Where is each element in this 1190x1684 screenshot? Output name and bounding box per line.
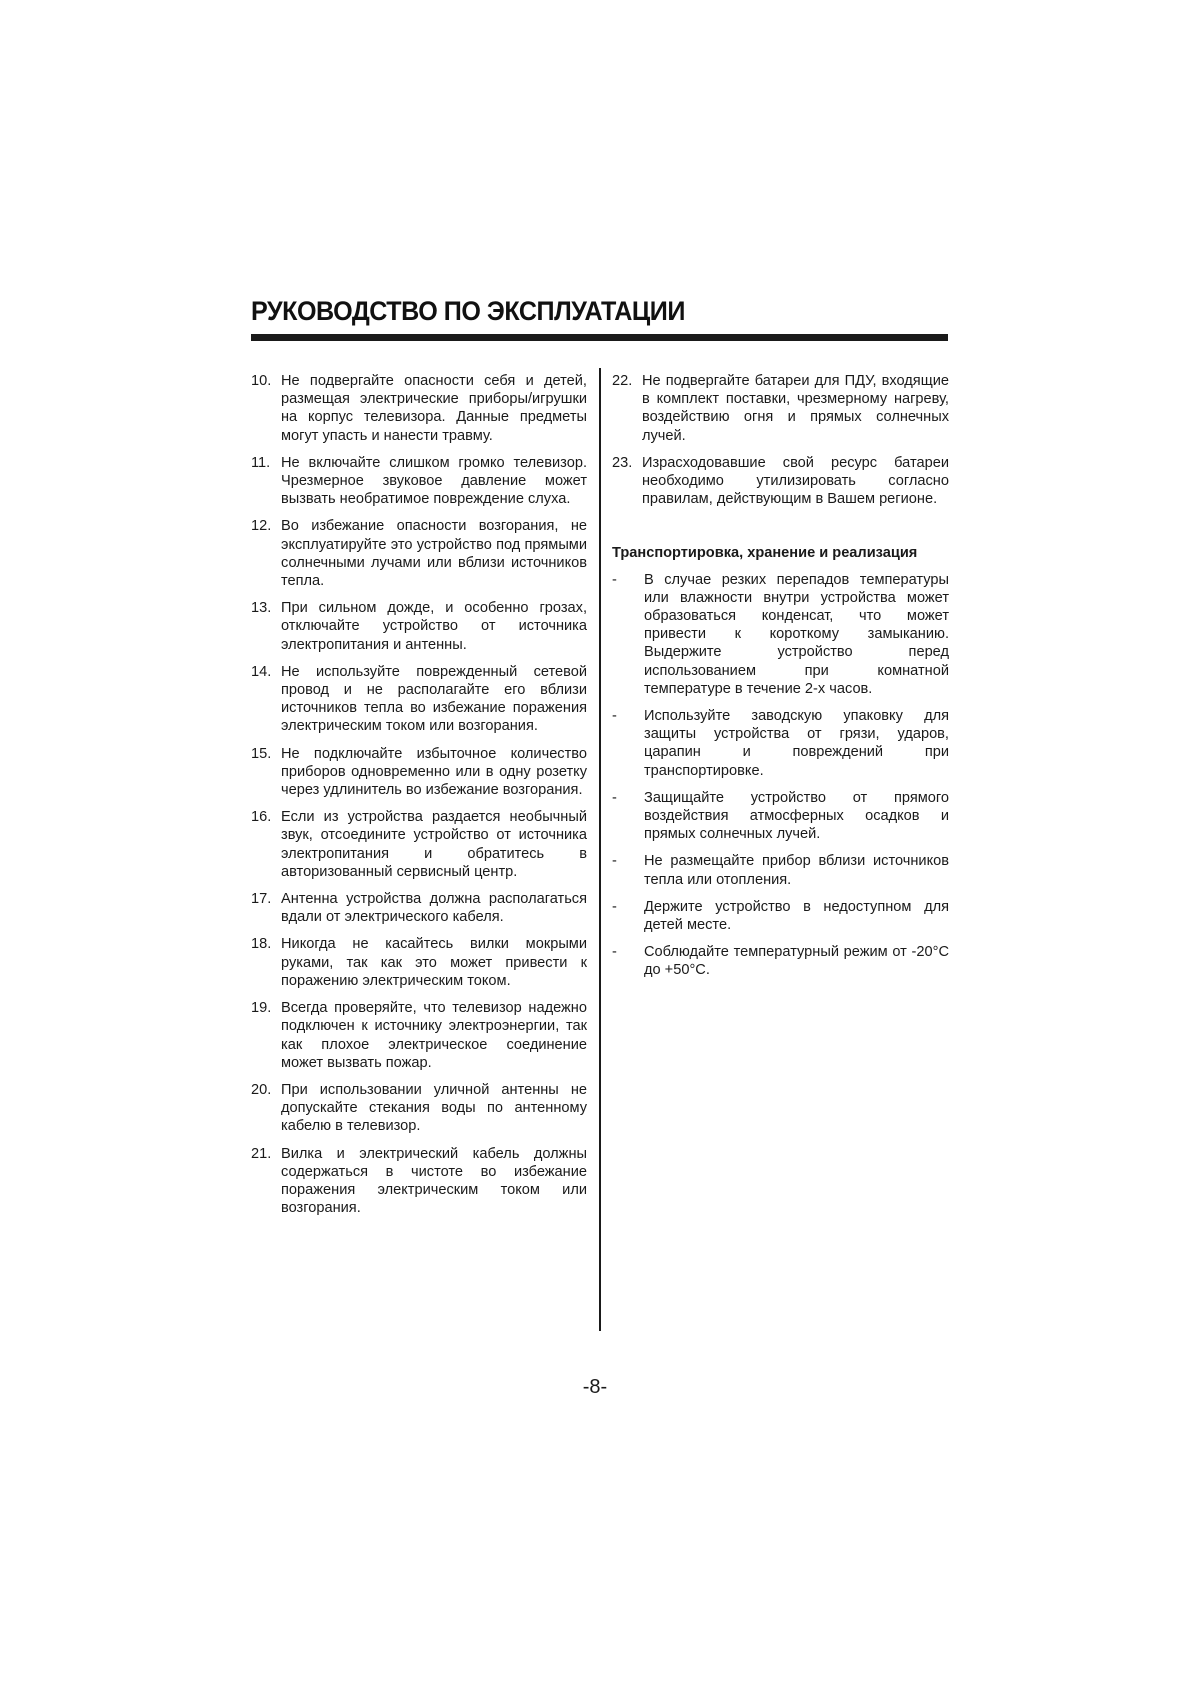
item-text: Не подвергайте батареи для ПДУ, входящие в комплект поставки, чрезмерному нагреву, воздействию огня и прямых солнечных лучей. <box>642 373 949 444</box>
list-item <box>251 999 587 1072</box>
item-number: 13. <box>251 600 272 617</box>
dash-marker: - <box>612 789 617 806</box>
safety-list-right <box>612 372 949 508</box>
item-text: Соблюдайте температурный режим от -20°С до +50°С. <box>644 944 949 979</box>
item-text: Антенна устройства должна располагаться вдали от электрического кабеля. <box>281 891 587 926</box>
right-column <box>612 372 949 989</box>
item-text: Не подключайте избыточное количество приборов одновременно или в одну розетку через удлинитель во избежание возгорания. <box>281 745 587 799</box>
dash-marker: - <box>612 708 617 725</box>
transport-heading: Транспортировка, хранение и реализация <box>612 545 918 562</box>
item-text: В случае резких перепадов температуры или влажности внутри устройства может образоваться конденсат, что может привести к короткому замыканию. Выдержите устройство перед использованием при комнатной температуре в течение 2-х часов. <box>644 571 949 697</box>
item-text: Никогда не касайтесь вилки мокрыми руками, так как это может привести к поражению электрическим током. <box>281 936 587 989</box>
list-item <box>612 707 949 780</box>
dash-marker: - <box>612 571 617 588</box>
item-text: При сильном дожде, и особенно грозах, отключайте устройство от источника электропитания и антенны. <box>281 600 587 653</box>
item-number: 17. <box>251 891 272 908</box>
item-text: Не используйте поврежденный сетевой провод и не располагайте его вблизи источников тепла во избежание поражения электрическим током или возгорания. <box>281 663 587 735</box>
list-item <box>612 852 949 888</box>
item-number: 15. <box>251 745 272 762</box>
list-item <box>251 1081 587 1136</box>
list-item <box>251 599 587 654</box>
item-number: 14. <box>251 663 272 680</box>
item-number: 19. <box>251 1000 272 1017</box>
dash-marker: - <box>612 898 617 915</box>
item-number: 11. <box>251 454 271 471</box>
item-text: Если из устройства раздается необычный звук, отсоедините устройство от источника электропитания и обратитесь в авторизованный сервисный центр. <box>281 809 587 880</box>
list-item <box>251 1145 587 1218</box>
item-number: 12. <box>251 518 272 535</box>
item-text: Во избежание опасности возгорания, не эксплуатируйте это устройство под прямыми солнечными лучами или вблизи источников тепла. <box>281 518 587 590</box>
item-number: 21. <box>251 1145 272 1162</box>
item-text: Защищайте устройство от прямого воздействия атмосферных осадков и прямых солнечных лучей. <box>644 789 949 843</box>
item-number: 23. <box>612 454 633 471</box>
list-item <box>612 898 949 934</box>
list-item <box>612 943 949 979</box>
page-title: РУКОВОДСТВО ПО ЭКСПЛУАТАЦИИ <box>251 296 685 326</box>
item-text: Не размещайте прибор вблизи источников тепла или отопления. <box>644 853 949 888</box>
list-item <box>251 808 587 881</box>
item-text: При использовании уличной антенны не допускайте стекания воды по антенному кабелю в телевизор. <box>281 1081 587 1135</box>
list-item <box>251 454 587 509</box>
dash-marker: - <box>612 853 617 870</box>
list-item <box>251 517 587 590</box>
left-column <box>251 372 587 1226</box>
item-number: 20. <box>251 1081 272 1098</box>
list-item <box>251 890 587 926</box>
item-text: Всегда проверяйте, что телевизор надежно подключен к источнику электроэнергии, так как плохое электрическое соединение может вызвать пожар. <box>281 1000 587 1071</box>
list-item <box>251 663 587 736</box>
list-item <box>612 454 949 509</box>
transport-list <box>612 571 949 980</box>
item-number: 16. <box>251 809 272 826</box>
item-text: Израсходовавшие свой ресурс батареи необходимо утилизировать согласно правилам, действующим в Вашем регионе. <box>642 454 949 508</box>
list-item <box>612 372 949 445</box>
page-number: -8- <box>582 1376 608 1398</box>
list-item <box>612 571 949 698</box>
item-number: 18. <box>251 936 272 953</box>
item-text: Держите устройство в недоступном для детей месте. <box>644 898 949 934</box>
list-item <box>251 935 587 990</box>
column-divider <box>599 368 601 1331</box>
list-item <box>251 372 587 445</box>
item-number: 10. <box>251 373 272 389</box>
item-text: Не подвергайте опасности себя и детей, размещая электрические приборы/игрушки на корпус телевизора. Данные предметы могут упасть и нанести травму. <box>281 373 587 444</box>
item-text: Вилка и электрический кабель должны содержаться в чистоте во избежание поражения электрическим током или возгорания. <box>281 1145 587 1217</box>
item-text: Не включайте слишком громко телевизор. Чрезмерное звуковое давление может вызвать необратимое повреждение слуха. <box>281 454 587 508</box>
list-item <box>612 789 949 844</box>
title-underline <box>251 334 948 341</box>
item-number: 22. <box>612 373 633 389</box>
list-item <box>251 745 587 800</box>
safety-list-left <box>251 372 587 1217</box>
item-text: Используйте заводскую упаковку для защиты устройства от грязи, ударов, царапин и повреждений при транспортировке. <box>644 708 949 779</box>
dash-marker: - <box>612 944 617 961</box>
